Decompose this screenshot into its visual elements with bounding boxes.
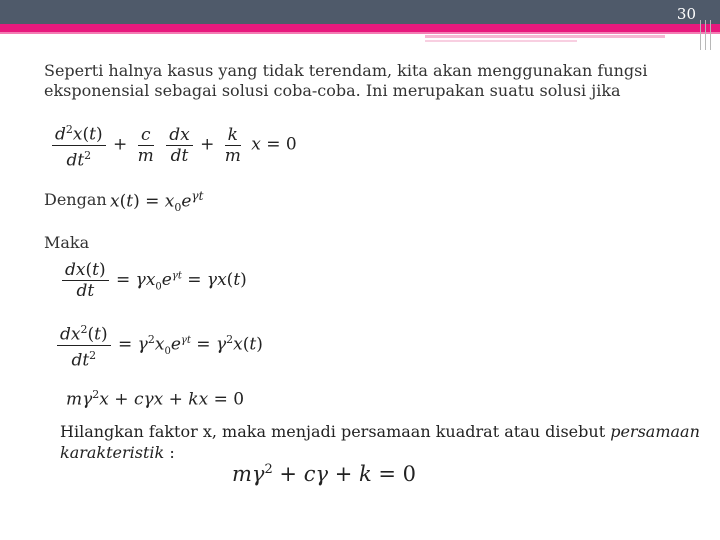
header-accent-bar — [0, 24, 720, 32]
header-divider — [705, 20, 706, 50]
header-divider — [700, 20, 701, 50]
maka-label: Maka — [44, 233, 90, 252]
header-bar — [0, 0, 720, 24]
second-derivative-equation: $\frac{dx^2(t)}{dt^2}$ = $\gamma^2x_0e^{\gamma t} = \gamma^2x(t)$ — [55, 320, 263, 370]
characteristic-equation: $m\gamma^2 + c\gamma + k = 0$ — [232, 462, 417, 486]
page-number: 30 — [676, 5, 696, 23]
first-derivative-equation: $\frac{dx(t)}{dt}$ = $\gamma x_0e^{\gamma t} = \gamma x(t)$ — [60, 260, 247, 301]
paragraph-text: Hilangkan faktor x, maka menjadi persamaan kuadrat atau disebut — [60, 422, 611, 441]
intro-paragraph: Seperti halnya kasus yang tidak terendam, kita akan menggunakan fungsi eksponensial sebagai solusi coba-coba. Ini merupakan suatu solusi jika — [44, 61, 648, 100]
emphasis-term: persamaan karakteristik — [60, 422, 700, 462]
dengan-label: Dengan — [44, 190, 107, 209]
header-accent-line — [0, 32, 720, 34]
paragraph-end: : — [164, 443, 175, 462]
differential-equation: $\frac{d^2x(t)}{dt^2}$ + $\frac{c}{m}$ $\frac{dx}{dt}$ + $\frac{k}{m}$ x = 0 — [50, 120, 297, 170]
header-decor-line — [425, 35, 665, 38]
header-decor-line-short — [425, 40, 577, 42]
trial-solution-equation: $x(t) = x_0e^{\gamma t}$ — [110, 189, 204, 215]
substituted-equation: $m\gamma^2x + c\gamma x$ + kx = 0 — [66, 388, 245, 410]
header-divider — [710, 20, 711, 50]
characteristic-paragraph — [60, 421, 710, 463]
